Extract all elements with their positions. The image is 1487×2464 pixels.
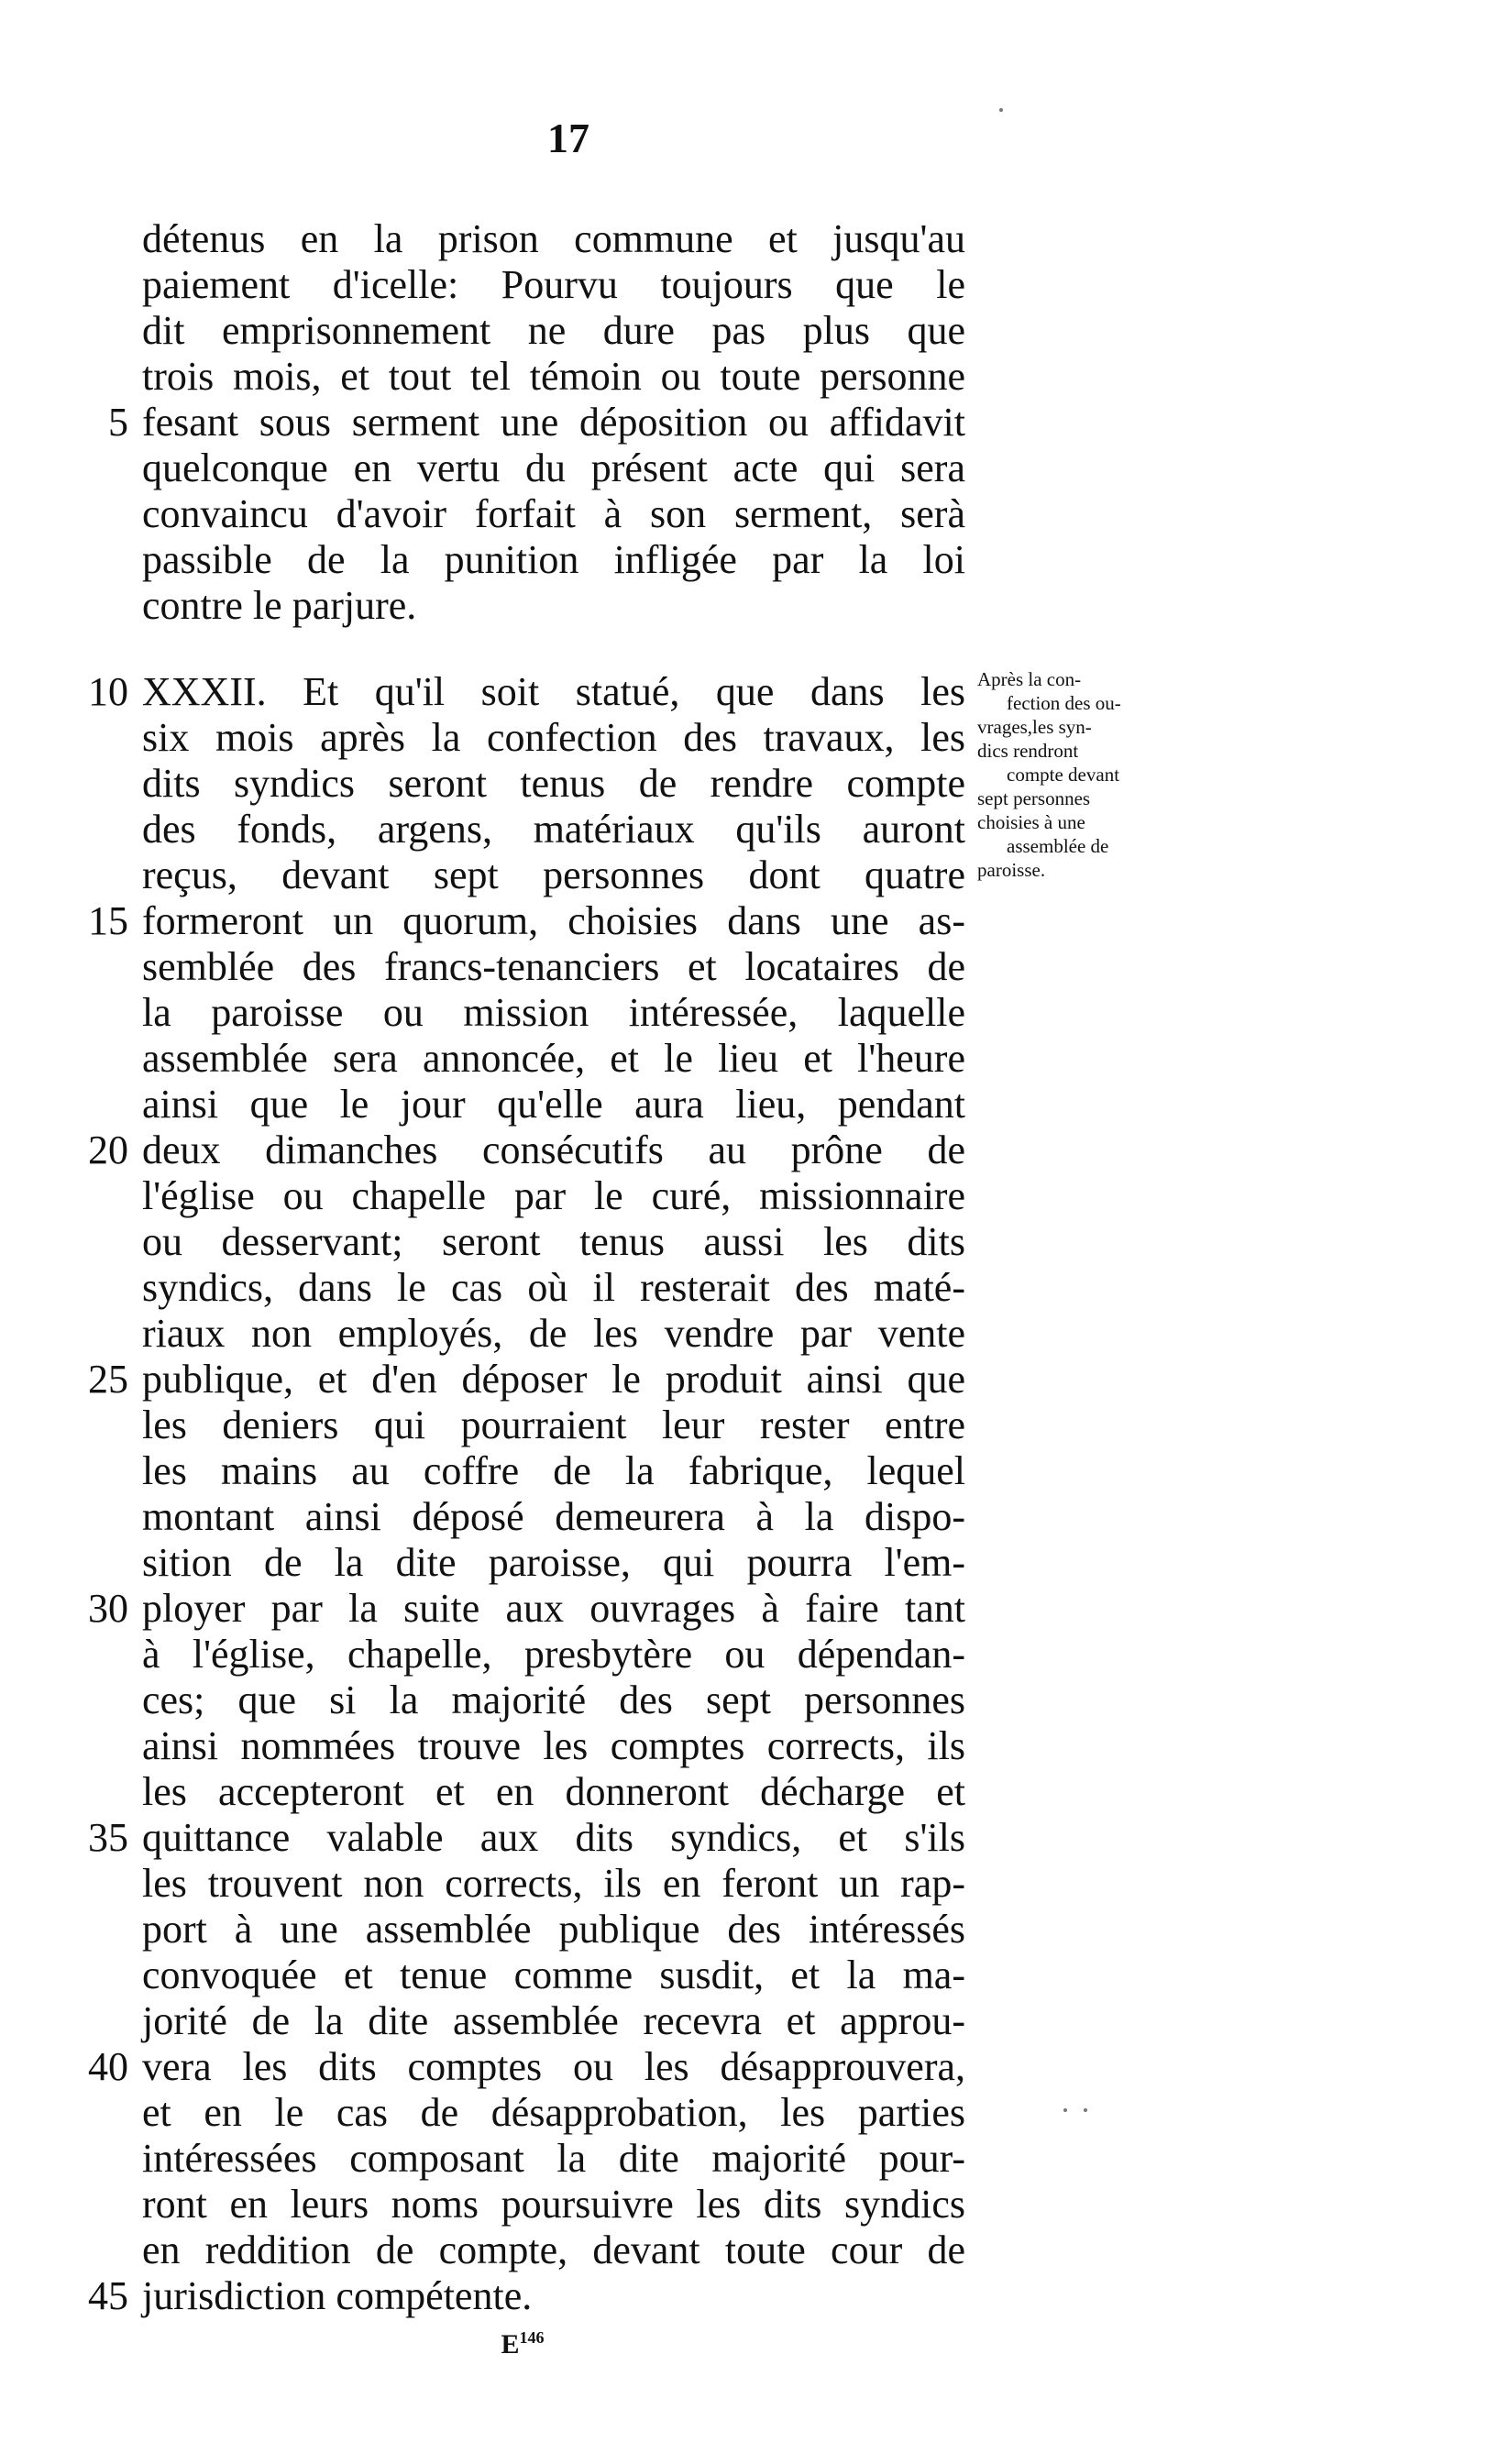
line-number: 5 <box>108 400 128 445</box>
text-line: à l'église, chapelle, presbytère ou dépendan- <box>142 1632 965 1677</box>
text-line: les deniers qui pourraient leur rester entre <box>142 1402 965 1447</box>
line-number: 40 <box>88 2044 128 2089</box>
text-line: détenus en la prison commune et jusqu'au <box>142 216 965 261</box>
text-line: les mains au coffre de la fabrique, lequel <box>142 1448 965 1493</box>
line-number: 10 <box>88 669 128 714</box>
margin-note-line: choisies à une <box>977 811 1085 833</box>
line-number: 30 <box>88 1586 128 1631</box>
text-line: convoquée et tenue comme susdit, et la ma- <box>142 1952 965 1997</box>
text-line: jurisdiction compétente. <box>142 2273 533 2318</box>
page-number: 17 <box>547 115 589 161</box>
text-line: ou desservant; seront tenus aussi les dits <box>142 1219 965 1264</box>
text-line: en reddition de compte, devant toute cour de <box>142 2228 965 2272</box>
text-line: formeront un quorum, choisies dans une as- <box>142 898 965 943</box>
text-line: quelconque en vertu du présent acte qui sera <box>142 446 965 490</box>
text-line: la paroisse ou mission intéressée, laquelle <box>142 990 965 1035</box>
text-line: contre le parjure. <box>142 583 417 628</box>
text-line: publique, et d'en déposer le produit ainsi que <box>142 1357 965 1402</box>
line-number: 20 <box>88 1128 128 1172</box>
text-line: ainsi nommées trouve les comptes corrects, ils <box>142 1723 965 1768</box>
text-line: jorité de la dite assemblée recevra et approu- <box>142 1998 965 2043</box>
scan-speck <box>999 108 1003 112</box>
text-line: port à une assemblée publique des intéressés <box>142 1907 965 1952</box>
text-line: six mois après la confection des travaux, les <box>142 715 965 760</box>
text-line: intéressées composant la dite majorité pour- <box>142 2136 965 2181</box>
line-number: 45 <box>88 2273 128 2318</box>
text-line: ces; que si la majorité des sept personnes <box>142 1678 965 1722</box>
text-line: dit emprisonnement ne dure pas plus que <box>142 308 965 353</box>
text-line: fesant sous serment une déposition ou affidavit <box>142 400 965 445</box>
margin-note-line: compte devant <box>1007 764 1120 786</box>
text-line: l'église ou chapelle par le curé, missionnaire <box>142 1173 965 1218</box>
scan-speck <box>1063 2108 1067 2112</box>
text-line: vera les dits comptes ou les désapprouvera, <box>142 2044 965 2089</box>
text-line: quittance valable aux dits syndics, et s'ils <box>142 1815 965 1860</box>
margin-note-line: fection des ou- <box>1007 692 1121 714</box>
text-line: XXXII. Et qu'il soit statué, que dans les <box>142 669 965 714</box>
margin-note-line: sept personnes <box>977 787 1091 809</box>
margin-note-line: assemblée de <box>1007 835 1109 857</box>
text-line: deux dimanches consécutifs au prône de <box>142 1128 965 1172</box>
line-number: 15 <box>88 898 128 943</box>
margin-note <box>977 667 1188 882</box>
text-line: et en le cas de désapprobation, les parties <box>142 2090 965 2135</box>
line-number: 35 <box>88 1815 128 1860</box>
margin-note-line: paroisse. <box>977 859 1046 881</box>
text-line: convaincu d'avoir forfait à son serment, serà <box>142 491 965 536</box>
text-line: les trouvent non corrects, ils en feront un rap- <box>142 1861 965 1906</box>
line-number: 25 <box>88 1357 128 1402</box>
text-line: semblée des francs-tenanciers et locataires de <box>142 944 965 989</box>
margin-note-line: vrages,les syn- <box>977 716 1092 738</box>
text-line: trois mois, et tout tel témoin ou toute personne <box>142 354 965 399</box>
text-line: reçus, devant sept personnes dont quatre <box>142 852 965 897</box>
text-line: paiement d'icelle: Pourvu toujours que le <box>142 262 965 307</box>
text-line: ainsi que le jour qu'elle aura lieu, pendant <box>142 1082 965 1127</box>
text-line: riaux non employés, de les vendre par vente <box>142 1311 965 1356</box>
text-line: dits syndics seront tenus de rendre compte <box>142 761 965 806</box>
signature-mark <box>477 2328 568 2360</box>
margin-note-line: dics rendront <box>977 740 1079 762</box>
text-line: passible de la punition infligée par la loi <box>142 537 965 582</box>
signature-letter: E <box>501 2329 520 2360</box>
scan-speck <box>1084 2108 1087 2112</box>
text-line: ront en leurs noms poursuivre les dits syndics <box>142 2182 965 2227</box>
text-line: les accepteront et en donneront décharge et <box>142 1769 965 1814</box>
text-line: des fonds, argens, matériaux qu'ils auront <box>142 807 965 852</box>
text-line: montant ainsi déposé demeurera à la dispo- <box>142 1494 965 1539</box>
signature-number: 146 <box>519 2328 545 2347</box>
margin-note-line: Après la con- <box>977 668 1082 690</box>
text-line: ployer par la suite aux ouvrages à faire tant <box>142 1586 965 1631</box>
text-line: syndics, dans le cas où il resterait des maté- <box>142 1265 965 1310</box>
text-line: sition de la dite paroisse, qui pourra l'em- <box>142 1540 965 1585</box>
text-line: assemblée sera annoncée, et le lieu et l'heure <box>142 1036 965 1081</box>
